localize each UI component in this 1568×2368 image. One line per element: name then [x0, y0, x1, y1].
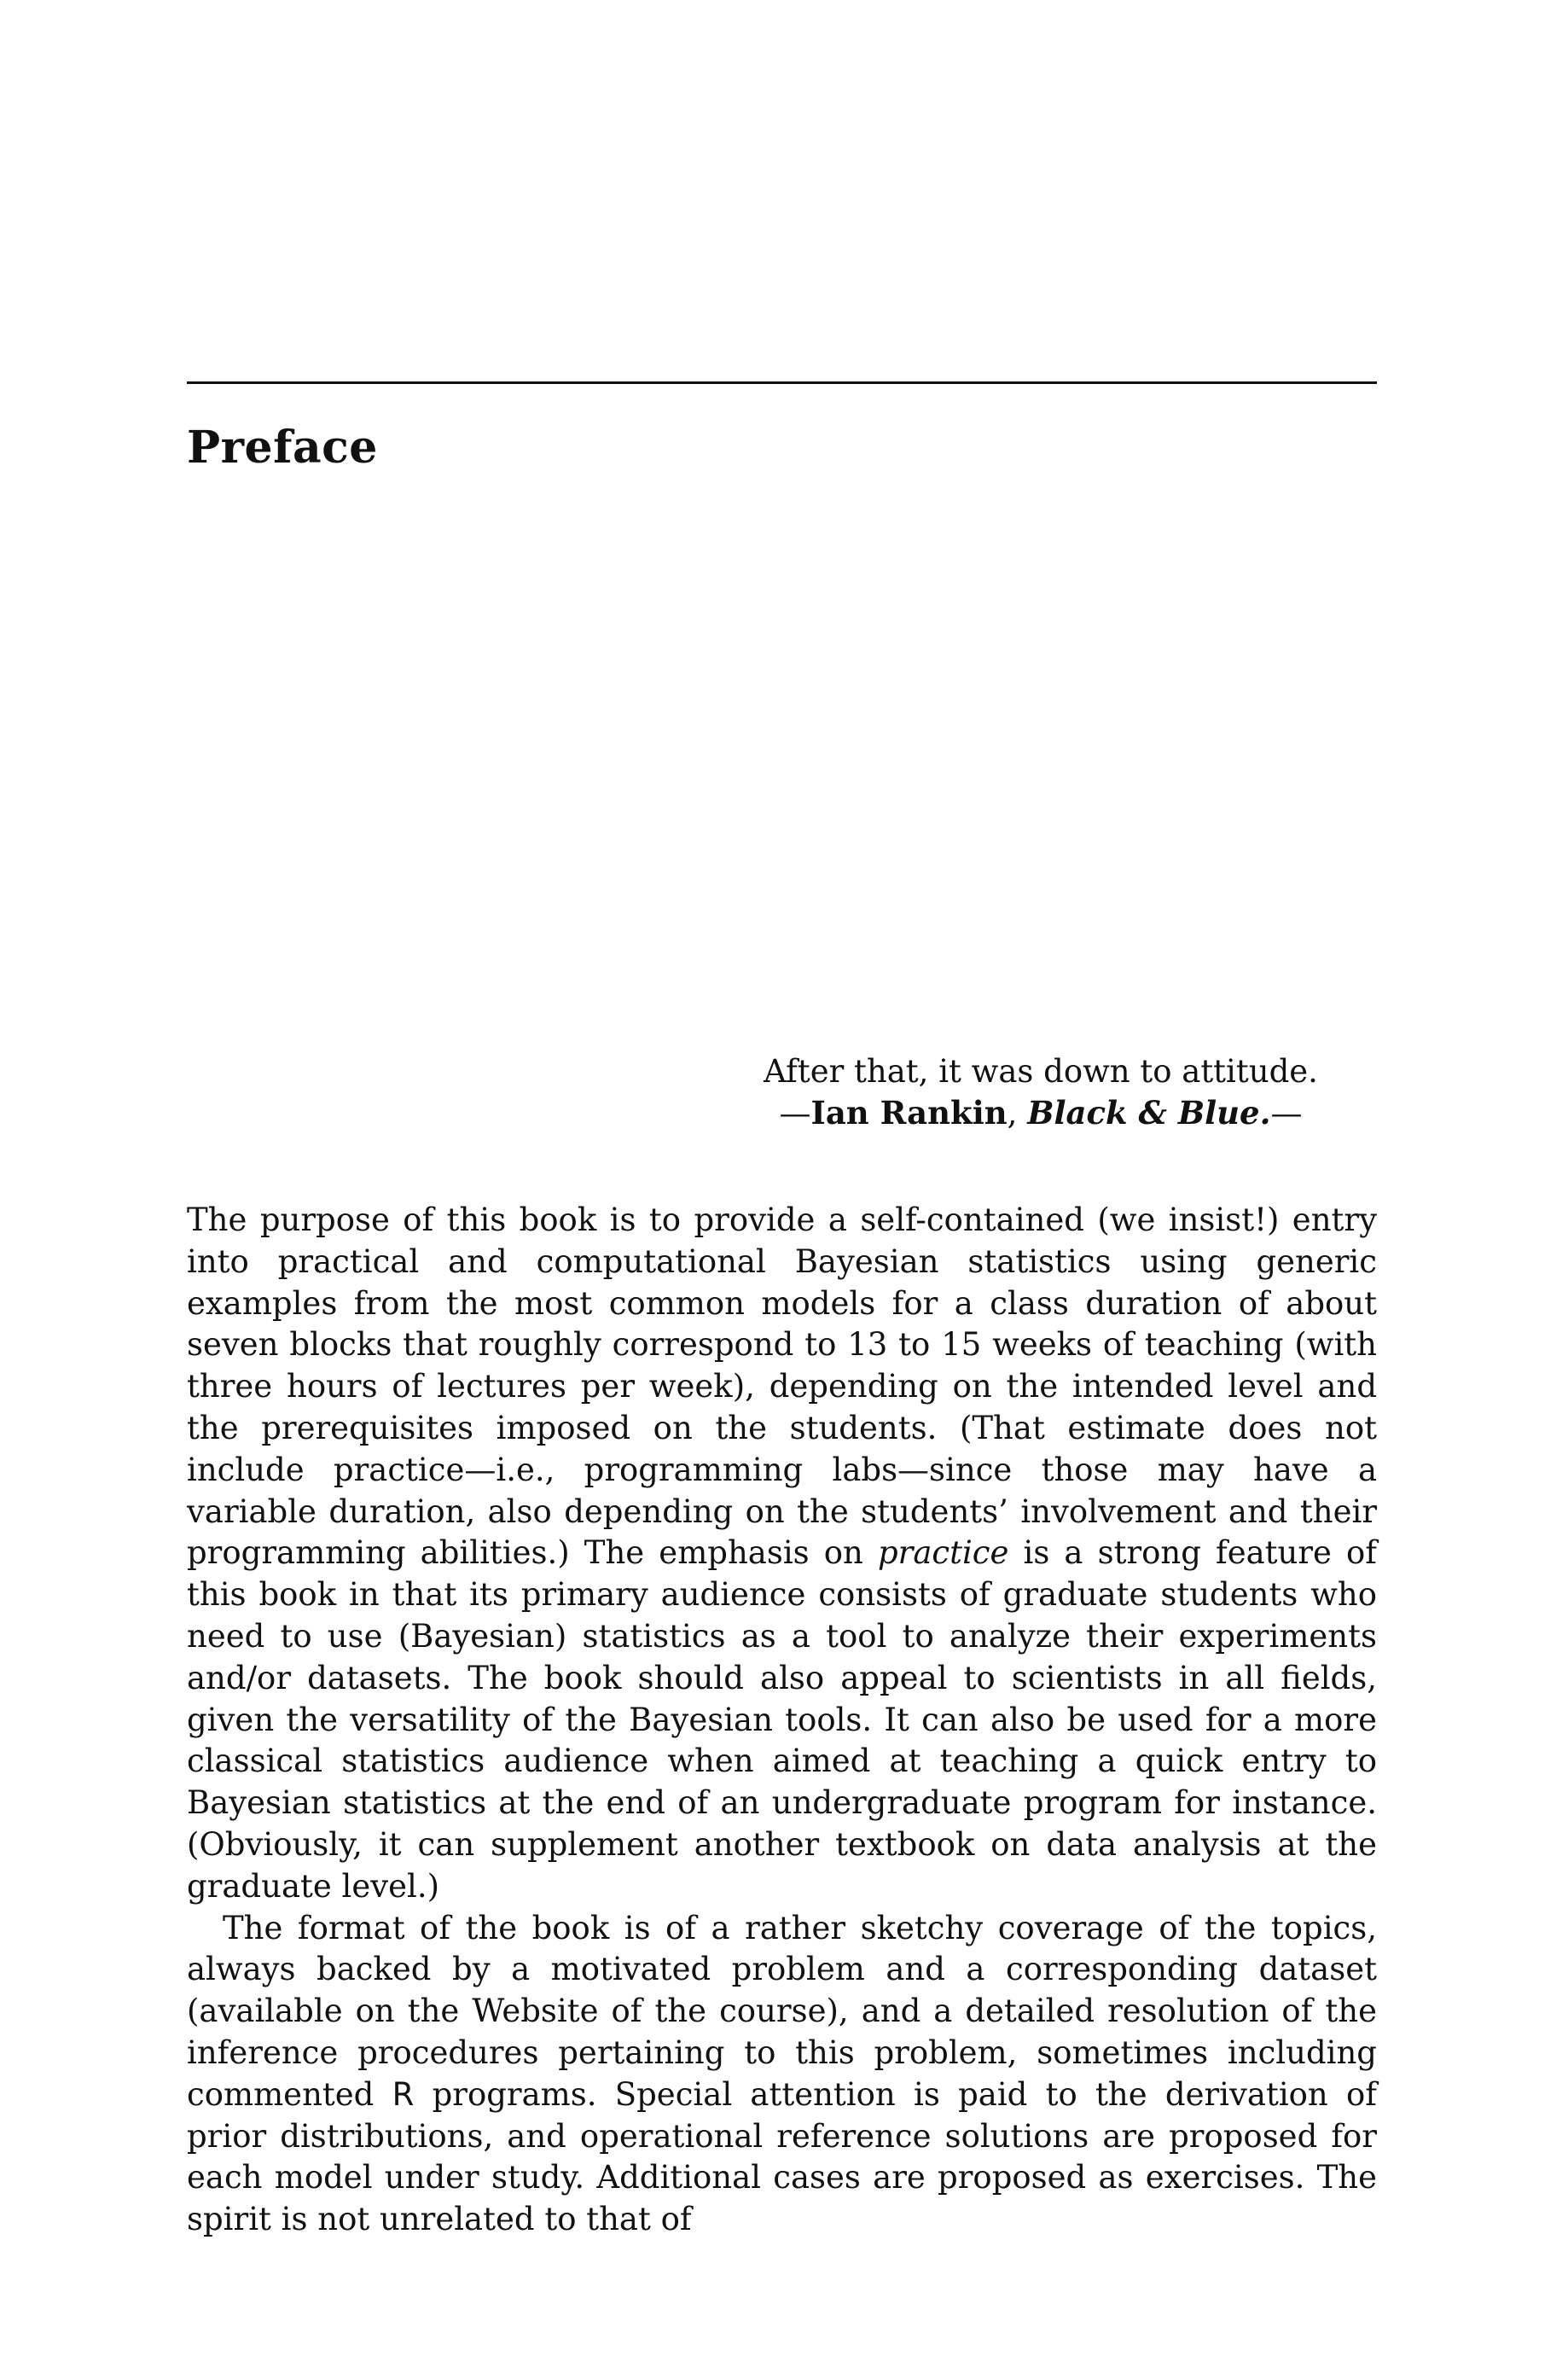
- paragraph-2-r-language: R: [392, 2075, 415, 2113]
- epigraph-dash-open: —: [779, 1095, 811, 1132]
- epigraph-dash-close: —: [1270, 1095, 1303, 1132]
- paragraph-1-text-c: is a strong feature of this book in that its primary audience consists of graduate students who need to use (Bayesian) statistics as a tool to analyze their experiments and/or datasets. The book should also appeal to scientists in all fields, given the versatility of the Bayesian tools. It can also be used for a more classical statistics audience when aimed at teaching a quick entry to Bayesian statistics at the end of an undergraduate program for instance. (Obviously, it can supplement another textbook on data analysis at the graduate level.): [187, 1534, 1377, 1905]
- epigraph: [751, 1051, 1331, 1134]
- epigraph-attribution: [751, 1092, 1331, 1134]
- chapter-title: Preface: [187, 422, 378, 474]
- paragraph-2: [187, 1908, 1377, 2241]
- paragraph-2-text-c: programs. Special attention is paid to the derivation of prior distributions, and operational reference solutions are proposed for each model under study. Additional cases are proposed as exercises. The spirit is not unrelated to that of: [187, 2075, 1377, 2238]
- chapter-title-rule: [187, 381, 1377, 384]
- preface-body: [187, 1200, 1377, 2241]
- epigraph-work: Black & Blue.: [1027, 1094, 1271, 1132]
- paragraph-1: [187, 1200, 1377, 1908]
- epigraph-separator: ,: [1007, 1095, 1028, 1132]
- paragraph-1-emphasis: practice: [877, 1534, 1009, 1572]
- paragraph-2-text-a: The format of the book is of a rather sketchy coverage of the topics, always backed by a motivated problem and a corresponding dataset (available on the Website of the course), and a detailed resolution of the inference procedures pertaining to this problem, sometimes including commented: [187, 1909, 1377, 2113]
- epigraph-author: Ian Rankin: [810, 1094, 1008, 1132]
- paragraph-1-text-a: The purpose of this book is to provide a self-contained (we insist!) entry into practical and computational Bayesian statistics using generic examples from the most common models for a class duration of about seven blocks that roughly correspond to 13 to 15 weeks of teaching (with three hours of lectures per week), depending on the intended level and the prerequisites imposed on the students. (That estimate does not include practice—i.e., programming labs—since those may have a variable duration, also depending on the students’ involvement and their programming abilities.) The emphasis on: [187, 1201, 1377, 1572]
- epigraph-quote: After that, it was down to attitude.: [764, 1053, 1318, 1090]
